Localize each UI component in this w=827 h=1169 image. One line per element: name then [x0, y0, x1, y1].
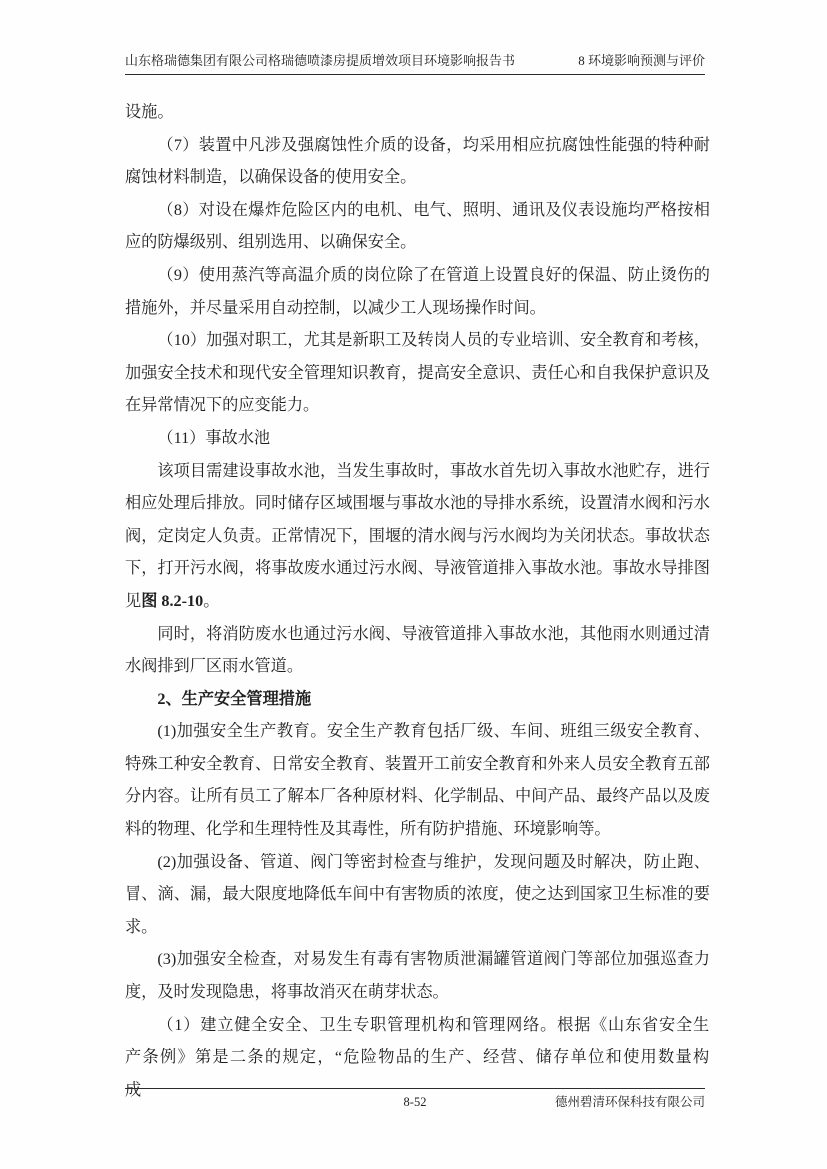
footer-company: 德州碧清环保科技有限公司	[554, 1095, 705, 1109]
footer-row	[125, 1089, 705, 1111]
page-footer	[125, 1088, 705, 1111]
paragraph-carryover: 设施。	[125, 103, 174, 121]
paragraph-fire-water: 同时，将消防废水也通过污水阀、导液管道排入事故水池，其他雨水则通过清水阀排到厂区雨水管道。	[125, 624, 710, 676]
item11-text-pre: 该项目需建设事故水池，当发生事故时，事故水首先切入事故水池贮存，进行相应处理后排放。同时储存区域围堰与事故水池的导排水系统，设置清水阀和污水阀，定岗定人负责。正常情况下，围堰的清水阀与污水阀均为关闭状态。事故状态下，打开污水阀，将事故废水通过污水阀、导液管道排入事故水池。事故水导排图见	[125, 461, 710, 610]
header-chapter-title: 8 环境影响预测与评价	[578, 53, 705, 68]
paragraph-item7: （7）装置中凡涉及强腐蚀性介质的设备，均采用相应抗腐蚀性能强的特种耐腐蚀材料制造，以确保设备的使用安全。	[125, 135, 710, 187]
header-doc-title: 山东格瑞德集团有限公司格瑞德喷漆房提质增效项目环境影响报告书	[125, 53, 516, 68]
paragraph-item11-text	[125, 455, 710, 618]
paragraph-item11-title: （11）事故水池	[157, 428, 271, 447]
paragraph-item8: （8）对设在爆炸危险区内的电机、电气、照明、通讯及仪表设施均严格按相应的防爆级别、组别选用、以确保安全。	[125, 200, 710, 252]
paragraph-item9: （9）使用蒸汽等高温介质的岗位除了在管道上设置良好的保温、防止烫伤的措施外，并尽量采用自动控制，以减少工人现场操作时间。	[125, 265, 710, 317]
paragraph-org-setup: （1）建立健全安全、卫生专职管理机构和管理网络。根据《山东省安全生产条例》第是二条的规定，“危险物品的生产、经营、储存单位和使用数量构成	[125, 1015, 710, 1099]
paragraph-measure1: (1)加强安全生产教育。安全生产教育包括厂级、车间、班组三级安全教育、特殊工种安全教育、日常安全教育、装置开工前安全教育和外来人员安全教育五部分内容。让所有员工了解本厂各种原材料、化学制品、中间产品、最终产品以及废料的物理、化学和生理特性及其毒性，所有防护措施、环境影响等。	[125, 722, 710, 839]
paragraph-measure3: (3)加强安全检查，对易发生有毒有害物质泄漏罐管道阀门等部位加强巡查力度，及时发现隐患，将事故消灭在萌芽状态。	[125, 950, 710, 1002]
paragraph-measure2: (2)加强设备、管道、阀门等密封检查与维护，发现问题及时解决，防止跑、冒、滴、漏，最大限度地降低车间中有害物质的浓度，使之达到国家卫生标准的要求。	[125, 852, 710, 936]
item11-text-post: 。	[203, 591, 220, 610]
document-body	[125, 96, 710, 1106]
figure-reference: 图 8.2-10	[141, 591, 204, 610]
page-header	[125, 51, 705, 75]
page-number: 8-52	[403, 1095, 427, 1109]
section-heading: 2、生产安全管理措施	[157, 689, 312, 708]
paragraph-item10: （10）加强对职工，尤其是新职工及转岗人员的专业培训、安全教育和考核，加强安全技术和现代安全管理知识教育，提高安全意识、责任心和自我保护意识及在异常情况下的应变能力。	[125, 331, 710, 415]
